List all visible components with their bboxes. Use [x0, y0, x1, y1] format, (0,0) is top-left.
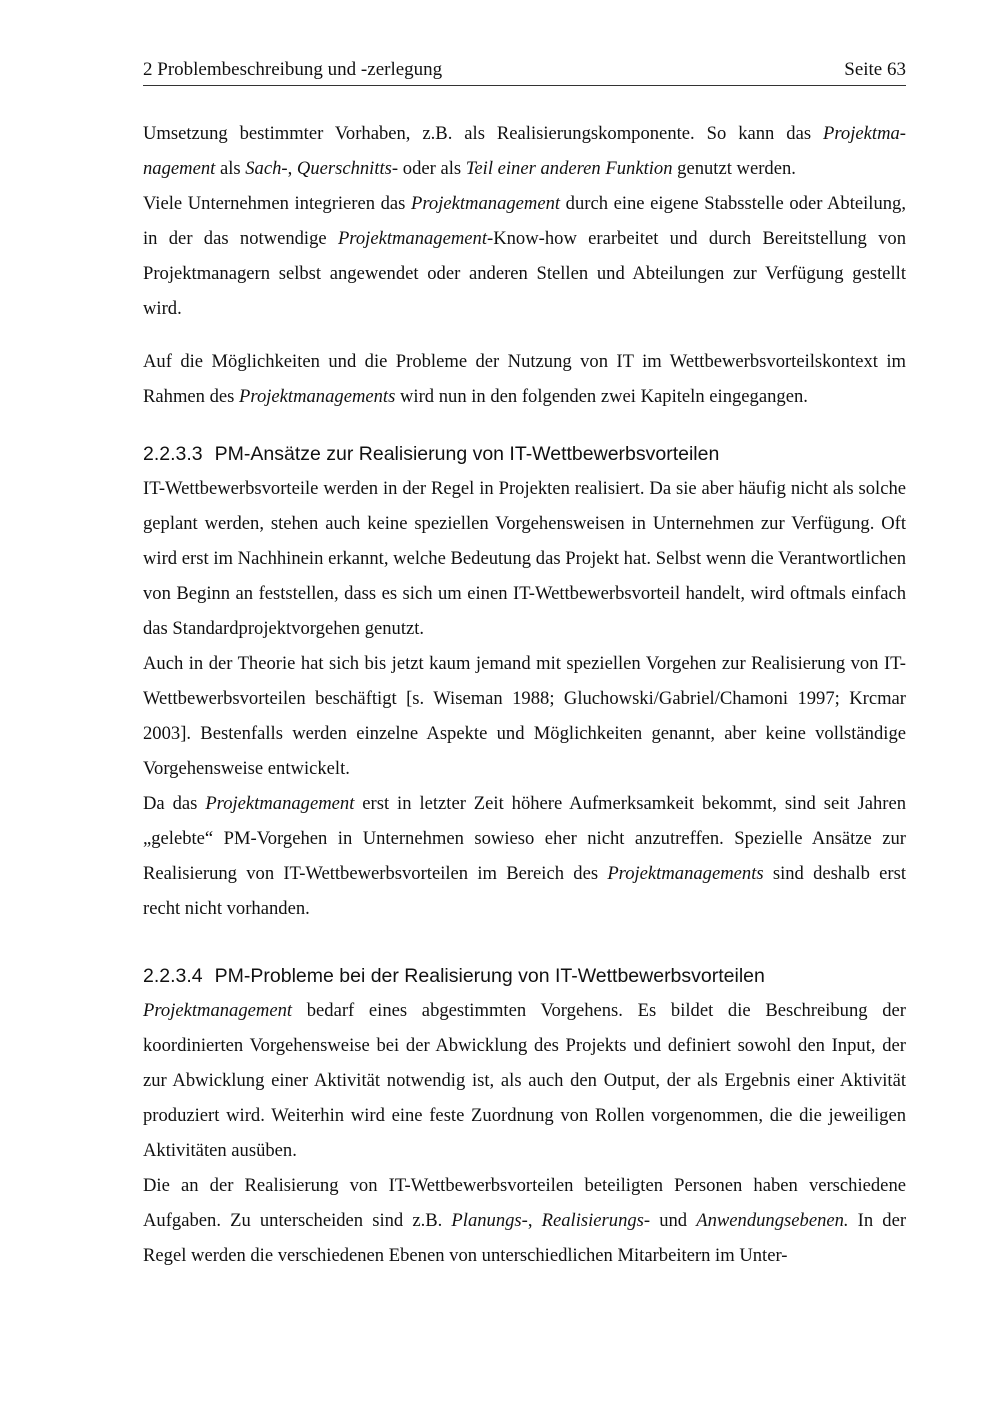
emphasis: Anwendungsebenen.	[696, 1210, 849, 1231]
paragraph	[143, 471, 906, 646]
section-heading	[143, 442, 906, 466]
emphasis: Projektmanagement	[143, 123, 906, 179]
emphasis: Realisierungs-	[541, 1210, 651, 1231]
text-run: In der Regel werden die verschiedenen Ebenen von unterschiedlichen Mitarbeitern im Unter-	[143, 1210, 907, 1266]
text-run: durch eine eigene Stabsstelle oder Abteilung, in der das notwendige	[143, 193, 906, 249]
text-run: Auf die Möglichkeiten und die Probleme der Nutzung von IT im Wettbewerbsvorteilskontext im Rahmen des	[143, 351, 906, 407]
section-title: PM-Ansätze zur Realisierung von IT-Wettbewerbsvorteilen	[214, 443, 720, 465]
text-run: Viele Unternehmen integrieren das	[143, 193, 412, 214]
emphasis: Projektmanagements	[607, 863, 764, 884]
text-run: Umsetzung bestimmter Vorhaben, z.B. als Realisierungskomponente. So kann das	[143, 123, 824, 144]
text-run: Die an der Realisierung von IT-Wettbewerbsvorteilen beteiligten Personen haben verschiedene Aufgaben. Zu unterscheiden sind z.B.	[143, 1175, 906, 1231]
page-number: Seite 63	[844, 59, 906, 80]
section-number: 2.2.3.3	[143, 443, 203, 465]
text-run: oder als	[398, 158, 466, 179]
section-number: 2.2.3.4	[143, 965, 203, 987]
text-run: genutzt werden.	[672, 158, 796, 179]
document-page	[143, 58, 906, 1273]
text-run: -Know-how erarbeitet und durch Bereitstellung von Projektmanagern selbst angewendet oder anderen Stellen und Abteilungen zur Verfügung gestellt wird.	[143, 228, 906, 319]
body-text	[143, 116, 906, 1273]
paragraph	[143, 646, 906, 786]
paragraph	[143, 786, 906, 926]
text-run: bedarf eines abgestimmten Vorgehens. Es bildet die Beschreibung der koordinierten Vorgehensweise bei der Abwicklung des Projekts und definiert sowohl den Input, der zur Abwicklung einer Aktivität notwendig ist, als auch den Output, der als Ergebnis einer Aktivität produziert wird. Weiterhin wird eine feste Zuordnung von Rollen vorgenommen, die die jeweiligen Aktivitäten ausüben.	[143, 1000, 906, 1161]
text-run: sind deshalb erst recht nicht vorhanden.	[143, 863, 906, 919]
text-run: ,	[287, 158, 297, 179]
emphasis: Planungs-	[451, 1210, 528, 1231]
text-run: als	[215, 158, 246, 179]
paragraph	[143, 186, 906, 326]
emphasis: Sach-	[245, 158, 288, 179]
paragraph	[143, 344, 906, 414]
paragraph	[143, 1168, 906, 1273]
emphasis: Projektmanagements	[239, 386, 396, 407]
emphasis: Querschnitts-	[296, 158, 399, 179]
text-run: IT-Wettbewerbsvorteile werden in der Regel in Projekten realisiert. Da sie aber häufig nicht als solche geplant werden, stehen auch keine speziellen Vorgehensweisen in Unternehmen zur Verfügung. Oft wird erst im Nachhinein erkannt, welche Bedeutung das Projekt hat. Selbst wenn die Verantwortlichen von Beginn an feststellen, dass es sich um einen IT-Wettbewerbsvorteil handelt, wird oftmals einfach das Standardprojektvorgehen genutzt.	[143, 478, 906, 639]
emphasis: Teil einer anderen Funktion	[465, 158, 673, 179]
text-run: erst in letzter Zeit höhere Aufmerksamkeit bekommt, sind seit Jahren „gelebte“ PM-Vorgehen in Unternehmen sowieso eher nicht anzutreffen. Spezielle Ansätze zur Realisierung von IT-Wettbewerbsvorteilen im Bereich des	[143, 793, 906, 884]
section-title: PM-Probleme bei der Realisierung von IT-Wettbewerbsvorteilen	[214, 965, 765, 987]
running-header	[143, 58, 906, 86]
text-run: Da das	[143, 793, 206, 814]
text-run: und	[650, 1210, 697, 1231]
chapter-title: 2 Problembeschreibung und -zerlegung	[143, 59, 443, 80]
paragraph	[143, 993, 906, 1168]
text-run: ,	[527, 1210, 542, 1231]
section-heading	[143, 964, 906, 988]
text-run: wird nun in den folgenden zwei Kapiteln eingegangen.	[395, 386, 808, 407]
text-run: Auch in der Theorie hat sich bis jetzt kaum jemand mit speziellen Vorgehen zur Realisierung von IT-Wettbewerbsvorteilen beschäftigt [s. Wiseman 1988; Gluchowski/Gabriel/Chamoni 1997; Krcmar 2003]. Bestenfalls werden einzelne Aspekte und Möglichkeiten genannt, aber keine vollständige Vorgehensweise entwickelt.	[143, 653, 906, 779]
emphasis: Projektmanagement	[411, 193, 561, 214]
paragraph	[143, 116, 906, 186]
emphasis: Projektmanagement	[143, 1000, 293, 1021]
emphasis: Projektmanagement	[205, 793, 355, 814]
emphasis: Projektmanagement	[337, 228, 488, 249]
